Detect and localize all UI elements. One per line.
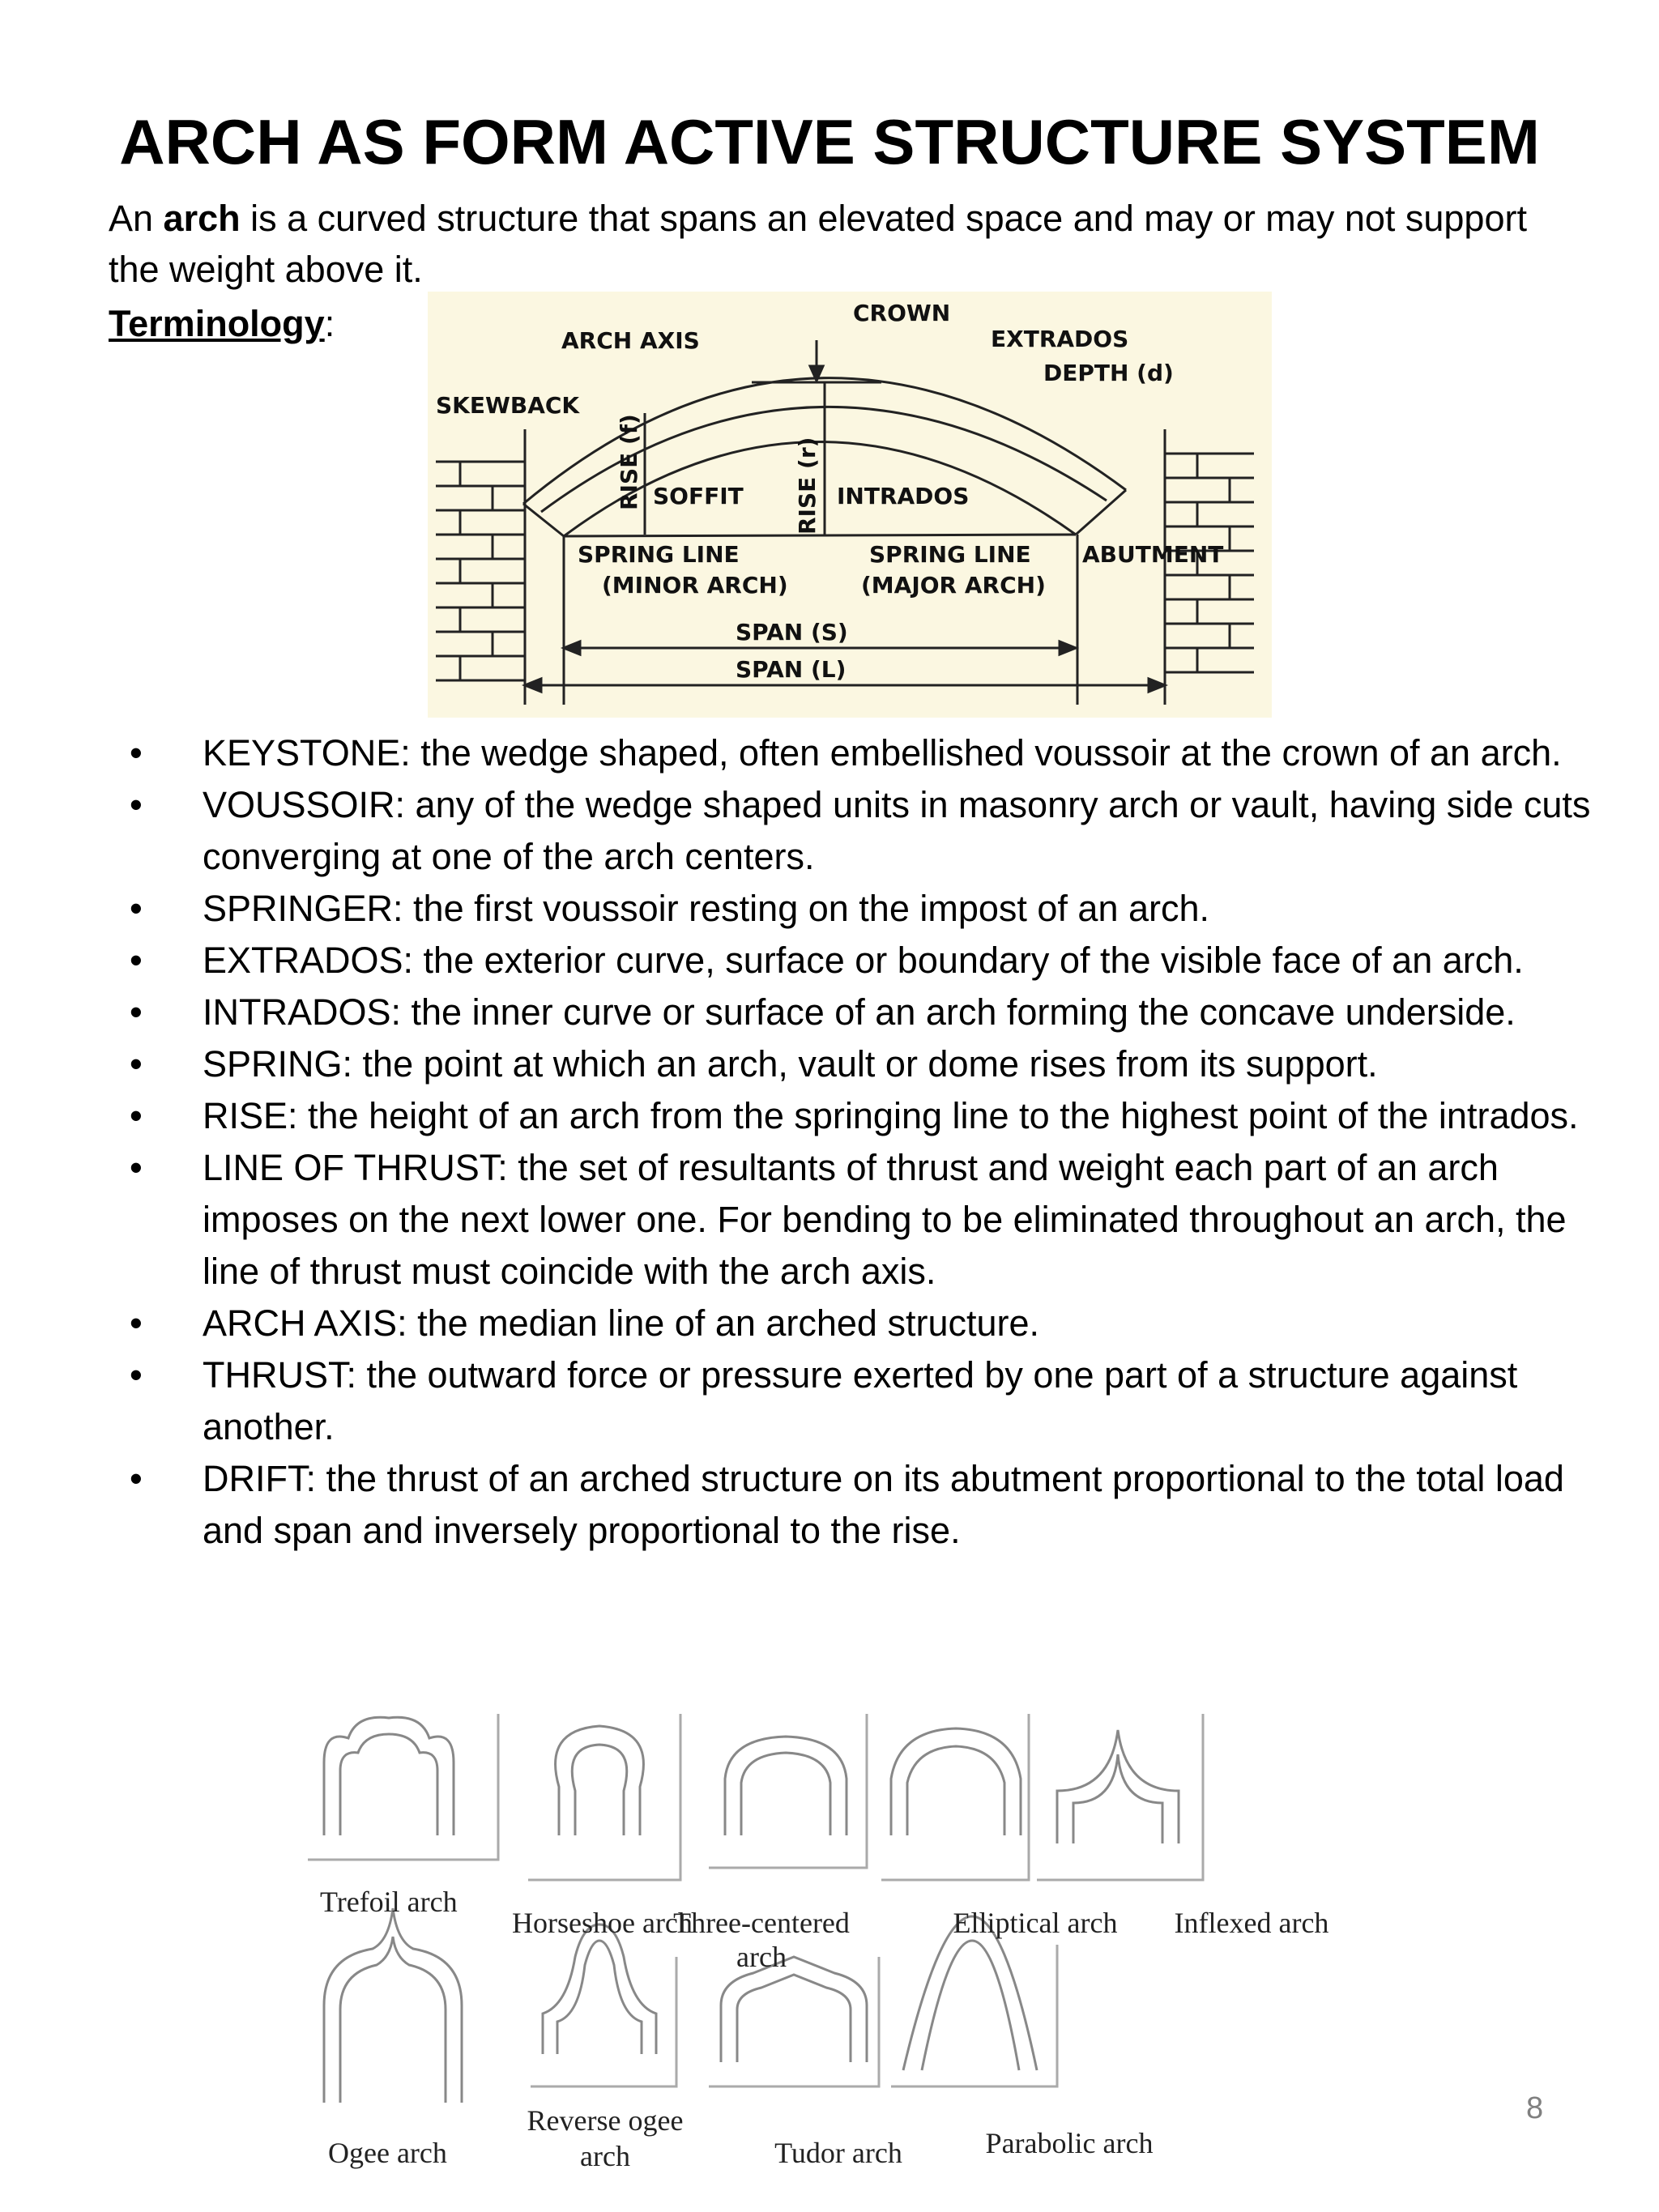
label-major-arch: (MAJOR ARCH)	[861, 572, 1046, 599]
label-spring-line-major: SPRING LINE	[869, 541, 1031, 568]
bullet-icon: •	[130, 1302, 143, 1344]
definition-keystone: KEYSTONE: the wedge shaped, often embellished voussoir at the crown of an arch.	[203, 732, 1562, 774]
arch-diagram-svg	[428, 292, 1272, 718]
label-crown: CROWN	[853, 300, 951, 326]
left-abutment-wall	[436, 429, 564, 705]
bullet-icon: •	[130, 732, 143, 774]
definition-intrados: INTRADOS: the inner curve or surface of an arch forming the concave underside.	[203, 991, 1516, 1033]
label-extrados: EXTRADOS	[991, 326, 1129, 352]
reverse-ogee-arch-icon	[531, 1924, 676, 2086]
label-tudor-arch: Tudor arch	[774, 2137, 902, 2169]
page-number: 8	[1526, 2091, 1544, 2125]
label-span-s: SPAN (S)	[736, 619, 848, 646]
list-item	[109, 727, 1623, 779]
definition-arch-axis: ARCH AXIS: the median line of an arched structure.	[203, 1302, 1040, 1344]
label-depth: DEPTH (d)	[1043, 360, 1174, 386]
inflexed-arch-icon	[1037, 1714, 1203, 1880]
bullet-icon: •	[130, 940, 143, 981]
bullet-icon: •	[130, 1095, 143, 1136]
label-span-l: SPAN (L)	[736, 656, 847, 683]
parabolic-arch-icon	[891, 1916, 1057, 2086]
label-parabolic-arch: Parabolic arch	[985, 2127, 1154, 2159]
list-item	[109, 987, 1623, 1038]
ogee-arch-icon	[324, 1908, 462, 2103]
definition-voussoir: VOUSSOIR: any of the wedge shaped units in masonry arch or vault, having side cuts converging at one of the arch centers.	[203, 784, 1591, 877]
definition-drift: DRIFT: the thrust of an arched structure on its abutment proportional to the total load and span and inversely proportional to the rise.	[203, 1458, 1564, 1551]
label-minor-arch: (MINOR ARCH)	[602, 572, 788, 599]
list-item	[109, 1142, 1623, 1298]
bullet-icon: •	[130, 888, 143, 929]
bullet-icon: •	[130, 1147, 143, 1188]
list-item	[109, 883, 1623, 935]
label-trefoil-arch: Trefoil arch	[320, 1886, 458, 1918]
bullet-icon: •	[130, 991, 143, 1033]
label-skewback: SKEWBACK	[436, 392, 580, 419]
label-reverse-ogee-1: Reverse ogee	[527, 2104, 684, 2137]
definition-springer: SPRINGER: the first voussoir resting on the impost of an arch.	[203, 888, 1210, 929]
terminology-heading	[109, 298, 335, 349]
definition-extrados: EXTRADOS: the exterior curve, surface or boundary of the visible face of an arch.	[203, 940, 1524, 981]
arch-types-svg	[300, 1714, 1450, 2192]
label-spring-line-minor: SPRING LINE	[578, 541, 740, 568]
label-horseshoe-arch: Horseshoe arch	[512, 1907, 693, 1939]
label-reverse-ogee-2: arch	[580, 2140, 630, 2172]
label-three-centered-1: Three-centered	[673, 1907, 850, 1939]
terminology-colon: :	[324, 303, 335, 344]
bullet-icon: •	[130, 784, 143, 825]
bullet-icon: •	[130, 1043, 143, 1085]
intro-bold-word: arch	[163, 198, 241, 239]
terminology-label: Terminology	[109, 303, 325, 344]
label-inflexed-arch: Inflexed arch	[1174, 1907, 1329, 1939]
list-item	[109, 1090, 1623, 1142]
trefoil-arch-icon	[308, 1714, 498, 1860]
list-item	[109, 1349, 1623, 1453]
arch-terminology-diagram	[428, 292, 1272, 718]
definition-spring: SPRING: the point at which an arch, vault or dome rises from its support.	[203, 1043, 1378, 1085]
label-ogee-arch: Ogee arch	[328, 2137, 447, 2169]
list-item	[109, 1298, 1623, 1349]
horseshoe-arch-icon	[528, 1714, 680, 1880]
label-soffit: SOFFIT	[653, 483, 744, 509]
list-item	[109, 1453, 1623, 1557]
definition-rise: RISE: the height of an arch from the springing line to the highest point of the intrados.	[203, 1095, 1579, 1136]
bullet-icon: •	[130, 1354, 143, 1396]
intro-suffix: is a curved structure that spans an elevated space and may or may not support the weight above it.	[109, 198, 1527, 290]
label-arch-axis: ARCH AXIS	[561, 327, 700, 354]
elliptical-arch-icon	[881, 1714, 1029, 1880]
label-intrados: INTRADOS	[837, 483, 970, 509]
intro-prefix: An	[109, 198, 164, 239]
label-elliptical-arch: Elliptical arch	[953, 1907, 1118, 1939]
tudor-arch-icon	[709, 1957, 879, 2086]
list-item	[109, 779, 1623, 883]
arch-types-figure	[300, 1714, 1450, 2192]
page-title: ARCH AS FORM ACTIVE STRUCTURE SYSTEM	[119, 106, 1540, 177]
definition-thrust: THRUST: the outward force or pressure exerted by one part of a structure against another.	[203, 1354, 1518, 1447]
list-item	[109, 1038, 1623, 1090]
label-abutment: ABUTMENT	[1082, 541, 1224, 568]
label-three-centered-2: arch	[736, 1941, 787, 1973]
three-centered-arch-icon	[709, 1714, 867, 1868]
label-rise-f: RISE (f)	[616, 414, 642, 510]
definition-line-of-thrust: LINE OF THRUST: the set of resultants of thrust and weight each part of an arch imposes on the next lower one. For bending to be eliminated throughout an arch, the line of thrust must coincide with the arch axis.	[203, 1147, 1567, 1292]
label-rise-r: RISE (r)	[794, 437, 821, 535]
list-item	[109, 935, 1623, 987]
bullet-icon: •	[130, 1458, 143, 1499]
intro-paragraph	[109, 193, 1583, 295]
definitions-list	[109, 727, 1623, 1557]
